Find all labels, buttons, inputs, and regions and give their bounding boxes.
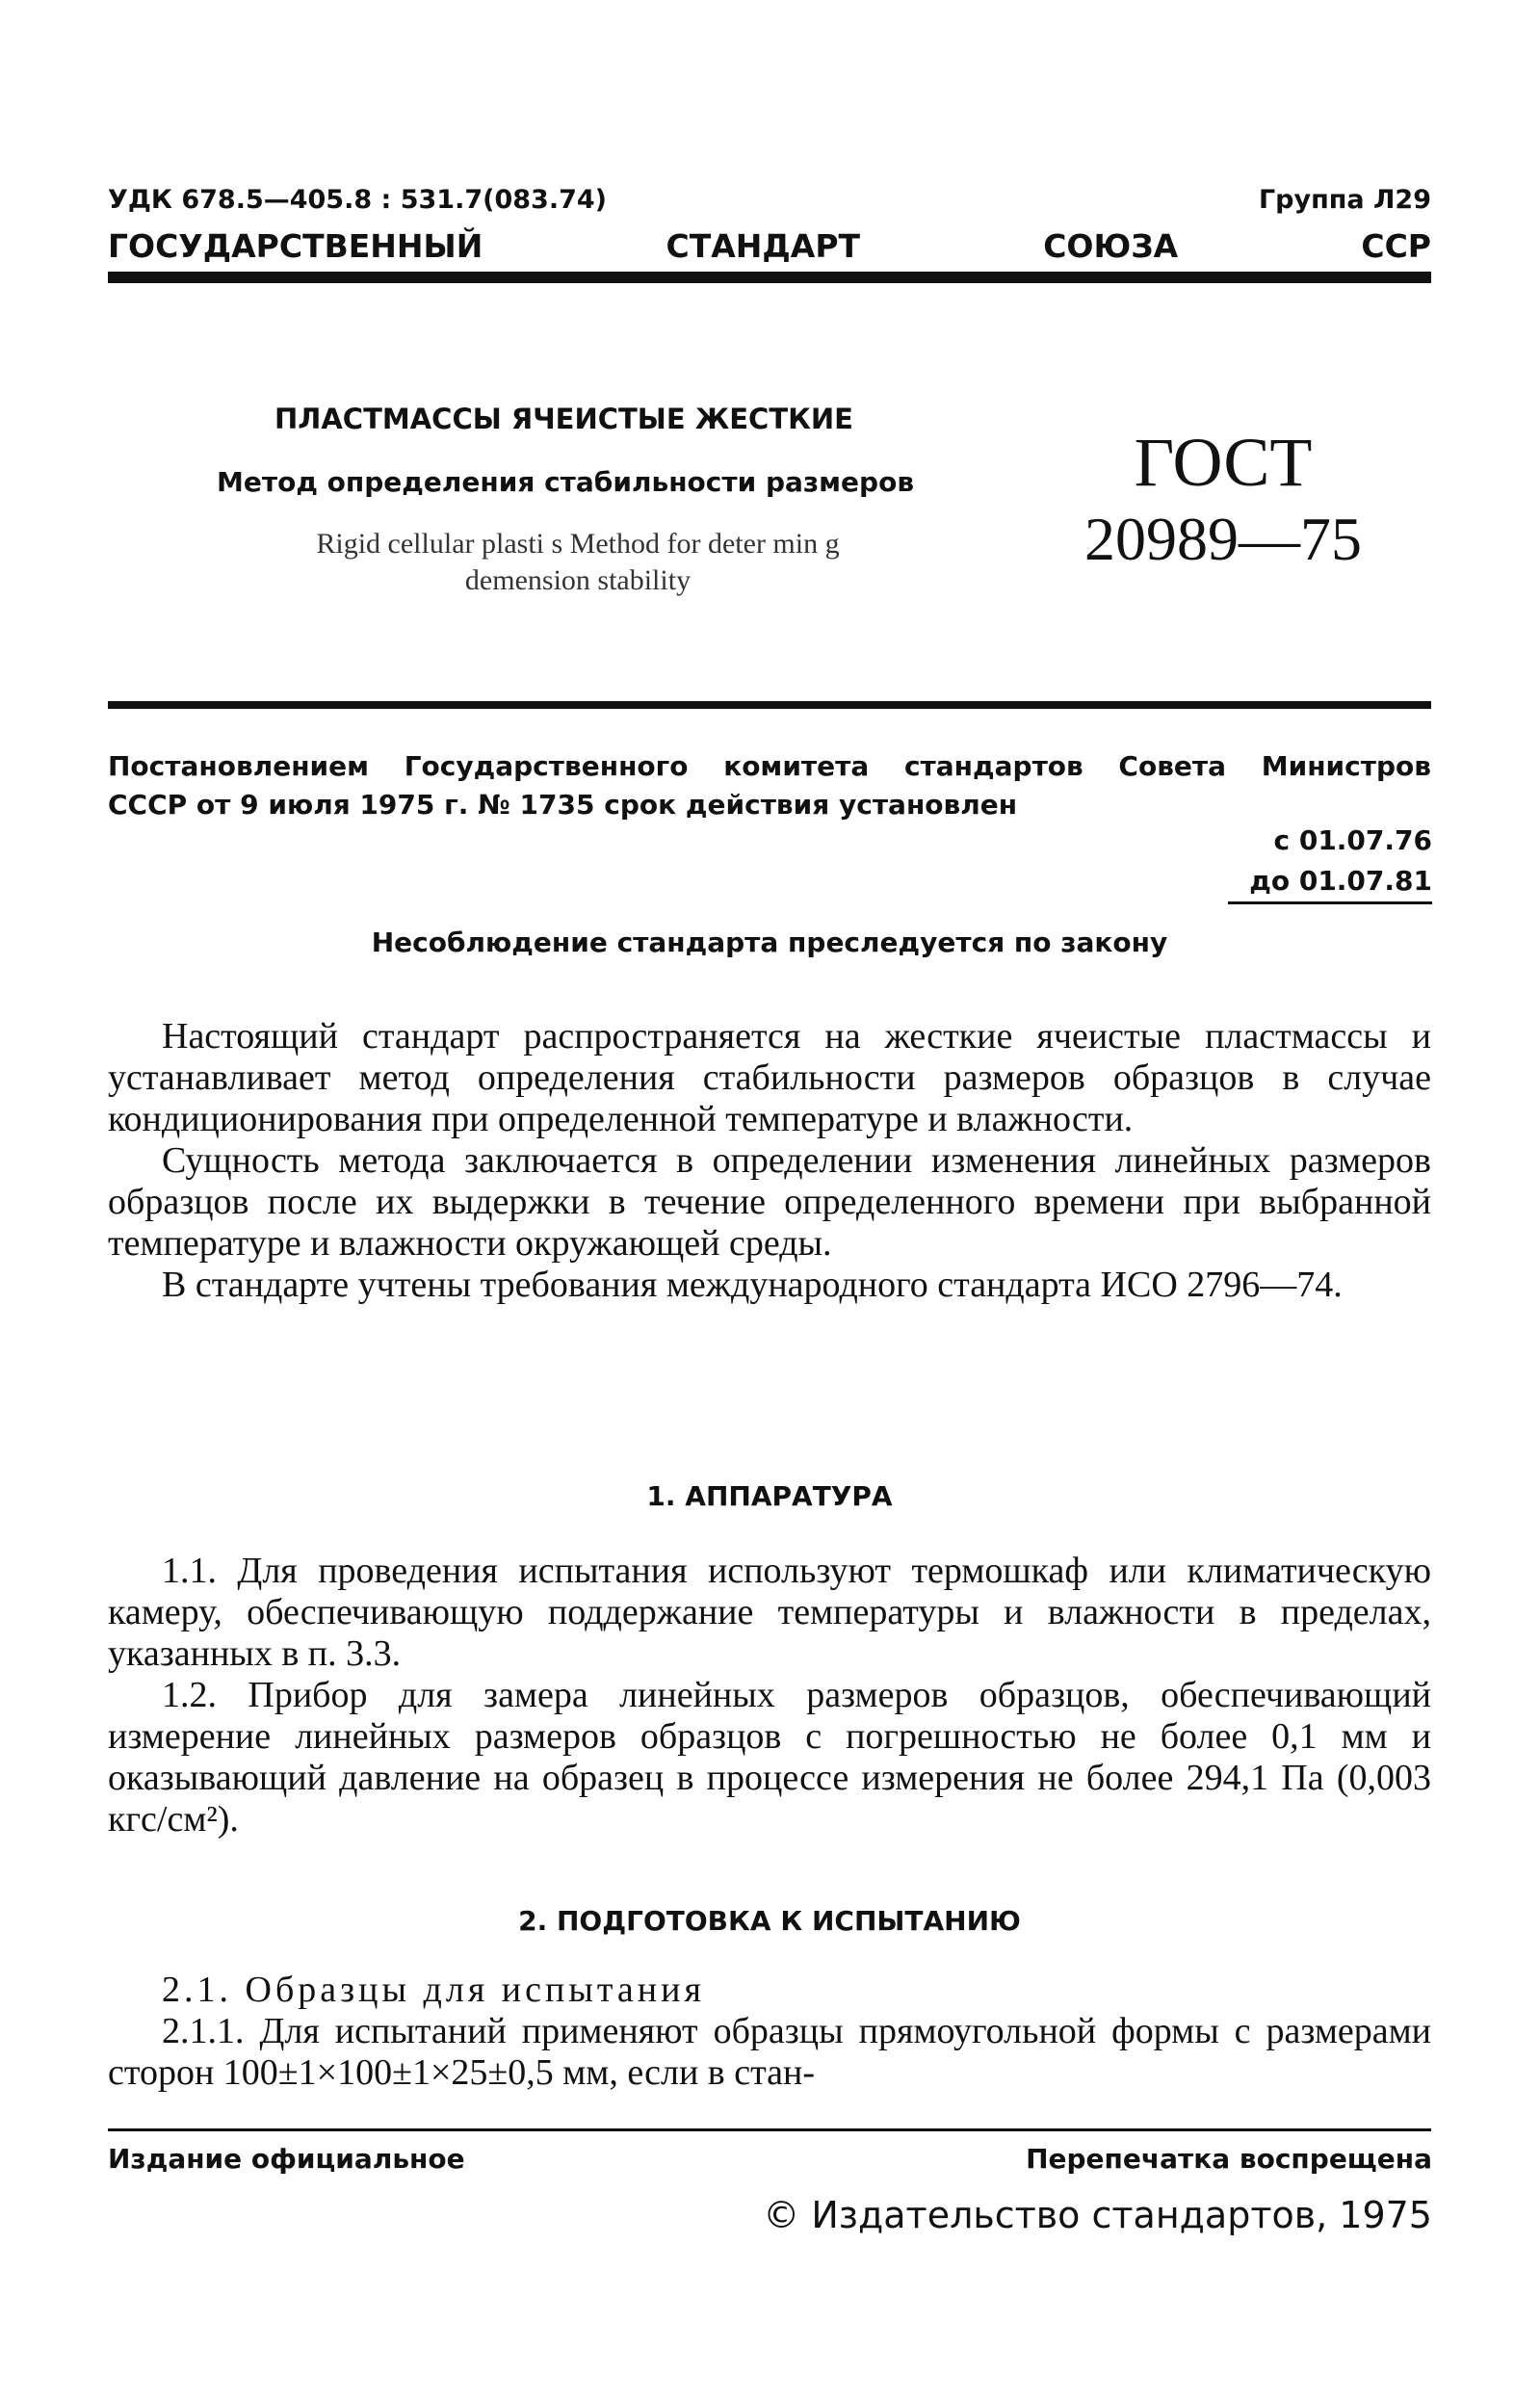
udk-code: УДК 678.5—405.8 : 531.7(083.74): [108, 185, 608, 215]
title-ru: ПЛАСТМАССЫ ЯЧЕИСТЫЕ ЖЕСТКИЕ: [274, 403, 853, 435]
gost-number: 20989—75: [1084, 505, 1362, 573]
decree-line-2: СССР от 9 июля 1975 г. № 1735 срок действия установлен: [108, 789, 1018, 821]
section-2-text: [108, 1970, 1431, 2094]
copyright: © Издательство стандартов, 1975: [763, 2194, 1432, 2236]
validity-rule: [1228, 901, 1432, 904]
paragraph: 2.1.1. Для испытаний применяют образцы прямоугольной формы с размерами сторон 100±1×100±1×25±0,5 мм, если в стан-: [108, 2011, 1431, 2093]
law-notice: Несоблюдение стандарта преследуется по закону: [371, 926, 1168, 958]
valid-to: до 01.07.81: [1249, 865, 1432, 897]
paragraph: В стандарте учтены требования международного стандарта ИСО 2796—74.: [162, 1265, 1343, 1305]
section-heading: 2. ПОДГОТОВКА К ИСПЫТАНИЮ: [518, 1905, 1021, 1937]
paragraph: 1.2. Прибор для замера линейных размеров образцов, обеспечивающий измерение линейных размеров образцов с погрешностью не более 0,1 мм и оказывающий давление на образец в процессе измерения не более 294,1 Па (0,003 кгс/см²).: [108, 1675, 1431, 1840]
paragraph: Сущность метода заключается в определении изменения линейных размеров образцов после их выдержки в течение определенного времени при выбранной температуре и влажности окружающей среды.: [108, 1140, 1431, 1264]
banner-word: ГОСУДАРСТВЕННЫЙ: [108, 227, 483, 265]
section-heading: 1. АППАРАТУРА: [646, 1480, 893, 1512]
header-rule: [108, 272, 1431, 283]
standard-banner: [108, 227, 1431, 265]
title-rule: [108, 701, 1431, 709]
subtitle-ru: Метод определения стабильности размеров: [217, 466, 915, 498]
banner-word: ССР: [1361, 227, 1431, 265]
official-edition: Издание официальное: [108, 2143, 465, 2175]
intro-text: [108, 1016, 1431, 1306]
section-1-text: [108, 1551, 1431, 1840]
reprint-notice: Перепечатка воспрещена: [1026, 2143, 1432, 2175]
gost-label: ГОСТ: [1134, 424, 1313, 501]
paragraph: Настоящий стандарт распространяется на жесткие ячеистые пластмассы и устанавливает метод определения стабильности размеров образцов в случае кондиционирования при определенной температуре и влажности.: [108, 1016, 1431, 1139]
sub-heading: 2.1. Образцы для испытания: [162, 1970, 705, 2010]
banner-word: СОЮЗА: [1043, 227, 1179, 265]
banner-word: СТАНДАРТ: [666, 227, 861, 265]
group-code: Группа Л29: [1258, 185, 1431, 215]
title-en: [193, 526, 963, 599]
valid-from: с 01.07.76: [1273, 824, 1432, 856]
footer-rule: [108, 2128, 1431, 2131]
title-en-line: Rigid cellular plasti s Method for deter min g: [316, 528, 840, 560]
decree-line-1: Постановлением Государственного комитета стандартов Совета Министров: [108, 750, 1431, 782]
paragraph: 1.1. Для проведения испытания используют термошкаф или климатическую камеру, обеспечивающую поддержание температуры и влажности в пределах, указанных в п. 3.3.: [108, 1551, 1431, 1674]
title-en-line: demension stability: [464, 564, 692, 596]
